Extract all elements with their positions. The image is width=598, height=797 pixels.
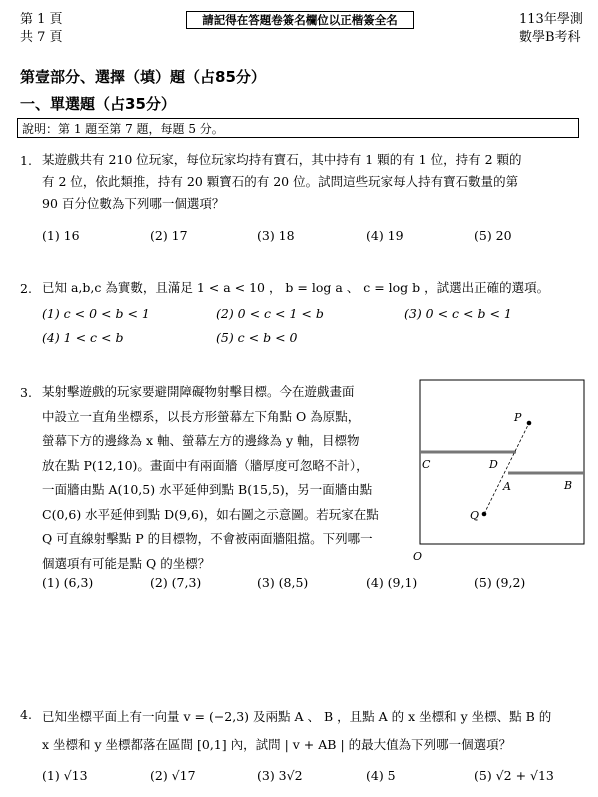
q1-option-3[interactable]: (3) 18 <box>257 228 295 243</box>
q3-option-4[interactable]: (4) (9,1) <box>366 575 418 590</box>
signature-notice: 請記得在答題卷簽名欄位以正楷簽全名 <box>186 11 414 29</box>
q1-option-2[interactable]: (2) 17 <box>150 228 188 243</box>
total-pages: 共 7 頁 <box>20 30 63 45</box>
q1-option-5[interactable]: (5) 20 <box>474 228 512 243</box>
q1-line: 某遊戲共有 210 位玩家，每位玩家均持有寶石，其中持有 1 顆的有 1 位，持有 2 顆的 <box>42 152 522 167</box>
q2-option-3[interactable]: (3) 0 < c < b < 1 <box>404 306 512 321</box>
q4-number: 4. <box>20 707 32 722</box>
q1-option-1[interactable]: (1) 16 <box>42 228 80 243</box>
q3-option-5[interactable]: (5) (9,2) <box>474 575 526 590</box>
point-p <box>527 421 532 426</box>
screen-frame <box>420 380 584 544</box>
label-b: B <box>564 479 573 492</box>
q3-line: 一面牆由點 A(10,5) 水平延伸到點 B(15,5)，另一面牆由點 <box>42 482 373 497</box>
q3-line: 某射擊遊戲的玩家要避開障礙物射擊目標。今在遊戲畫面 <box>42 384 355 399</box>
label-d: D <box>489 458 498 471</box>
q3-line: 個選項有可能是點 Q 的坐標？ <box>42 555 211 571</box>
q3-line: 放在點 P(12,10)。畫面中有兩面牆（牆厚度可忽略不計）， <box>42 457 369 473</box>
q4-option-5[interactable]: (5) √2 + √13 <box>474 768 554 783</box>
q4-option-1[interactable]: (1) √13 <box>42 768 88 783</box>
q2-option-5[interactable]: (5) c < b < 0 <box>216 330 298 345</box>
q3-option-3[interactable]: (3) (8,5) <box>257 575 309 590</box>
point-q <box>482 512 487 517</box>
q3-option-1[interactable]: (1) (6,3) <box>42 575 94 590</box>
exam-subject: 數學B考科 <box>519 30 581 45</box>
q4-line: x 坐標和 y 坐標都落在區間 [0,1] 內，試問 | v + AB | 的最大值為下列哪一個選項？ <box>42 737 512 752</box>
label-p: P <box>514 411 522 424</box>
exam-year: 113年學測 <box>519 12 583 27</box>
q3-stem <box>42 380 414 576</box>
q3-line: Q 可直線射擊點 P 的目標物，不會被兩面牆阻擋。下列哪一 <box>42 531 373 546</box>
q4-option-2[interactable]: (2) √17 <box>150 768 196 783</box>
q4-option-3[interactable]: (3) 3√2 <box>257 768 303 783</box>
q1-option-4[interactable]: (4) 19 <box>366 228 404 243</box>
section-title: 一、單選題（占35分） <box>20 95 176 113</box>
label-o: O <box>413 550 423 563</box>
q3-option-2[interactable]: (2) (7,3) <box>150 575 202 590</box>
q3-number: 3. <box>20 385 32 400</box>
q1-line: 90 百分位數為下列哪一個選項？ <box>42 196 225 211</box>
q2-option-2[interactable]: (2) 0 < c < 1 < b <box>216 306 324 321</box>
label-q: Q <box>470 509 480 522</box>
q3-line: C(0,6) 水平延伸到點 D(9,6)，如右圖之示意圖。若玩家在點 <box>42 506 379 522</box>
label-a: A <box>503 480 511 493</box>
q3-line: 螢幕下方的邊緣為 x 軸、螢幕左方的邊緣為 y 軸，目標物 <box>42 433 360 448</box>
page-number: 第 1 頁 <box>20 12 63 27</box>
label-c: C <box>422 458 431 471</box>
q1-line: 有 2 位，依此類推，持有 20 顆寶石的有 20 位。試問這些玩家每人持有寶石數量的第 <box>42 174 519 189</box>
q3-figure <box>412 378 588 564</box>
instructions: 說明：第 1 題至第 7 題，每題 5 分。 <box>17 118 579 138</box>
q2-option-4[interactable]: (4) 1 < c < b <box>42 330 124 345</box>
q4-option-4[interactable]: (4) 5 <box>366 768 396 783</box>
q1-stem <box>42 149 582 215</box>
q2-option-1[interactable]: (1) c < 0 < b < 1 <box>42 306 150 321</box>
q4-line: 已知坐標平面上有一向量 v = (−2,3) 及兩點 A 、 B ，且點 A 的 x 坐標和 y 坐標、點 B 的 <box>42 709 552 724</box>
part-title: 第壹部分、選擇（填）題（占85分） <box>20 68 266 86</box>
q1-number: 1. <box>20 153 32 168</box>
q4-stem <box>42 703 588 759</box>
q2-stem: 已知 a,b,c 為實數，且滿足 1 < a < 10 ， b = log a 、 c = log b ，試選出正確的選項。 <box>42 280 550 295</box>
q3-line: 中設立一直角坐標系，以長方形螢幕左下角點 O 為原點， <box>42 408 361 424</box>
q2-number: 2. <box>20 281 32 296</box>
